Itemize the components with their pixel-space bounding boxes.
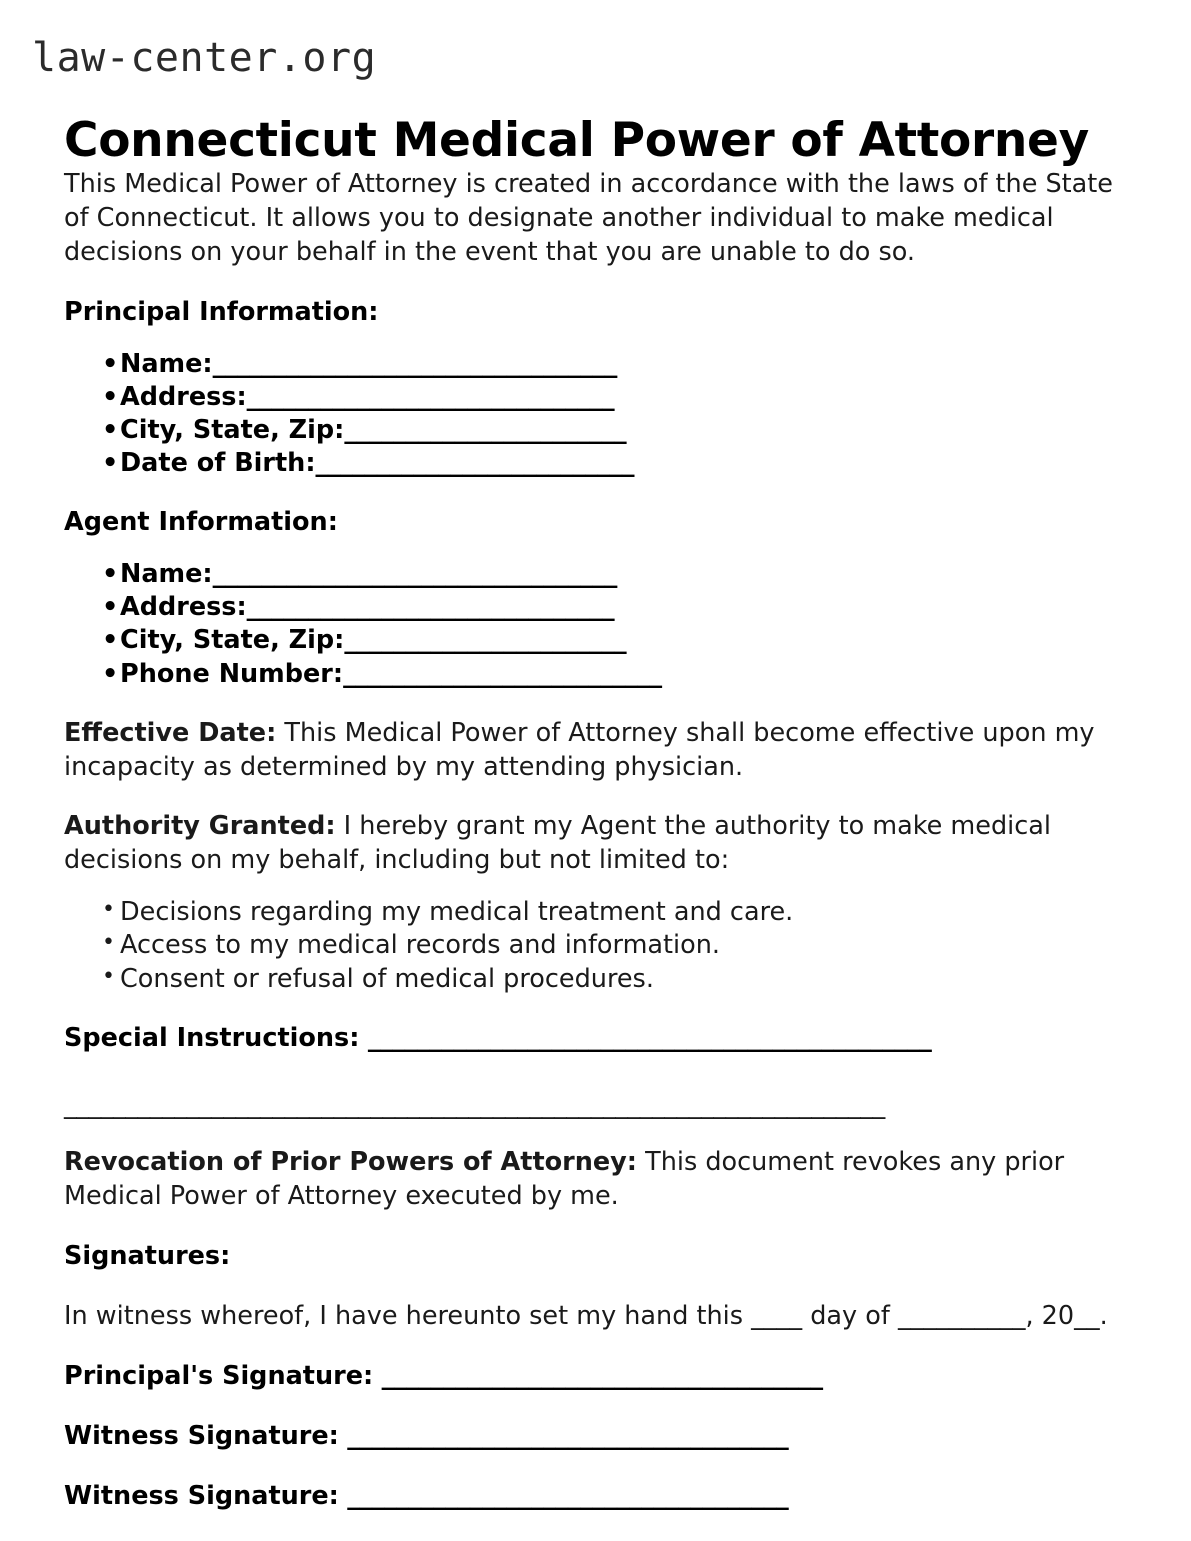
list-item — [64, 447, 1120, 480]
site-brand: law-center.org — [32, 35, 377, 81]
document-body — [64, 168, 1120, 1514]
spacer — [64, 878, 1120, 896]
field-blank[interactable]: _________________________________ — [212, 348, 617, 379]
spacer — [64, 480, 1120, 506]
field-label: Name: — [120, 348, 213, 379]
witness-signature-blank-2[interactable]: ____________________________________ — [338, 1480, 789, 1511]
list-item: • Consent or refusal of medical procedures. — [64, 963, 1120, 996]
spacer — [64, 1214, 1120, 1240]
witness-signature-blank-1[interactable]: ____________________________________ — [338, 1420, 789, 1451]
list-item — [64, 591, 1120, 624]
field-label: Address: — [120, 381, 247, 412]
witness-signature-label-2: Witness Signature: — [64, 1480, 339, 1511]
spacer — [64, 996, 1120, 1022]
spacer — [64, 1274, 1120, 1300]
field-blank[interactable]: _______________________ — [344, 414, 627, 445]
special-instructions-label: Special Instructions: — [64, 1022, 360, 1053]
field-blank[interactable]: __________________________ — [315, 448, 635, 479]
list-item — [64, 658, 1120, 691]
field-label: Date of Birth: — [120, 448, 316, 479]
revocation-label: Revocation of Prior Powers of Attorney: — [64, 1147, 638, 1178]
spacer — [64, 1120, 1120, 1146]
list-item — [64, 348, 1120, 381]
principal-signature-blank[interactable]: ____________________________________ — [373, 1360, 823, 1391]
principal-signature-label: Principal's Signature: — [64, 1360, 374, 1391]
agent-information-list — [64, 558, 1120, 691]
witness-statement: In witness whereof, I have hereunto set my hand this ____ day of __________, 20__. — [64, 1300, 1108, 1331]
list-item: • Decisions regarding my medical treatment and care. — [64, 896, 1120, 929]
principal-information-heading: Principal Information: — [64, 296, 379, 327]
field-blank[interactable]: _______________________ — [344, 625, 627, 656]
effective-date-paragraph — [64, 717, 1120, 785]
list-item — [64, 381, 1120, 414]
intro-paragraph: This Medical Power of Attorney is created in accordance with the laws of the State of Connecticut. It allows you to designate another individual to make medical decisions on your behalf in the event that you are unable to do so. — [64, 169, 1113, 267]
special-instructions-blank-first[interactable]: ______________________________________________ — [359, 1022, 932, 1053]
spacer — [64, 270, 1120, 296]
page-title: Connecticut Medical Power of Attorney — [64, 113, 1089, 169]
spacer — [64, 1454, 1120, 1480]
principal-information-list — [64, 348, 1120, 481]
list-item — [64, 414, 1120, 447]
effective-date-text: This Medical Power of Attorney shall become effective upon my incapacity as determined by my attending physician. — [64, 717, 1095, 782]
authority-granted-text: I hereby grant my Agent the authority to make medical decisions on my behalf, including but not limited to: — [64, 811, 1051, 876]
spacer — [64, 540, 1120, 558]
authority-granted-paragraph — [64, 810, 1120, 878]
field-label: Address: — [120, 592, 247, 623]
field-label: City, State, Zip: — [120, 414, 345, 445]
spacer — [64, 330, 1120, 348]
special-instructions-row — [64, 1022, 1120, 1056]
field-blank[interactable]: ______________________________ — [246, 592, 615, 623]
list-item: • Access to my medical records and information. — [64, 929, 1120, 962]
field-label: City, State, Zip: — [120, 625, 345, 656]
authority-granted-label: Authority Granted: — [64, 811, 336, 842]
list-item — [64, 624, 1120, 657]
field-blank[interactable]: _________________________________ — [212, 559, 617, 590]
revocation-paragraph — [64, 1146, 1120, 1214]
spacer — [64, 784, 1120, 810]
field-blank[interactable]: ______________________________ — [246, 381, 615, 412]
authority-granted-list — [64, 896, 1120, 995]
effective-date-label: Effective Date: — [64, 717, 277, 748]
field-label: Phone Number: — [120, 658, 344, 689]
witness-signature-row-2 — [64, 1480, 1120, 1514]
list-item — [64, 558, 1120, 591]
witness-signature-row-1 — [64, 1420, 1120, 1454]
agent-information-heading: Agent Information: — [64, 507, 338, 538]
signatures-heading: Signatures: — [64, 1241, 231, 1272]
spacer — [64, 1334, 1120, 1360]
field-label: Name: — [120, 559, 213, 590]
field-blank[interactable]: __________________________ — [343, 658, 662, 689]
revocation-text: This document revokes any prior Medical Power of Attorney executed by me. — [64, 1147, 1065, 1212]
spacer — [64, 1056, 1120, 1090]
special-instructions-blank-second[interactable]: ___________________________________________________________________ — [64, 1089, 885, 1120]
spacer — [64, 1394, 1120, 1420]
witness-signature-label-1: Witness Signature: — [64, 1420, 339, 1451]
principal-signature-row — [64, 1360, 1120, 1394]
spacer — [64, 691, 1120, 717]
